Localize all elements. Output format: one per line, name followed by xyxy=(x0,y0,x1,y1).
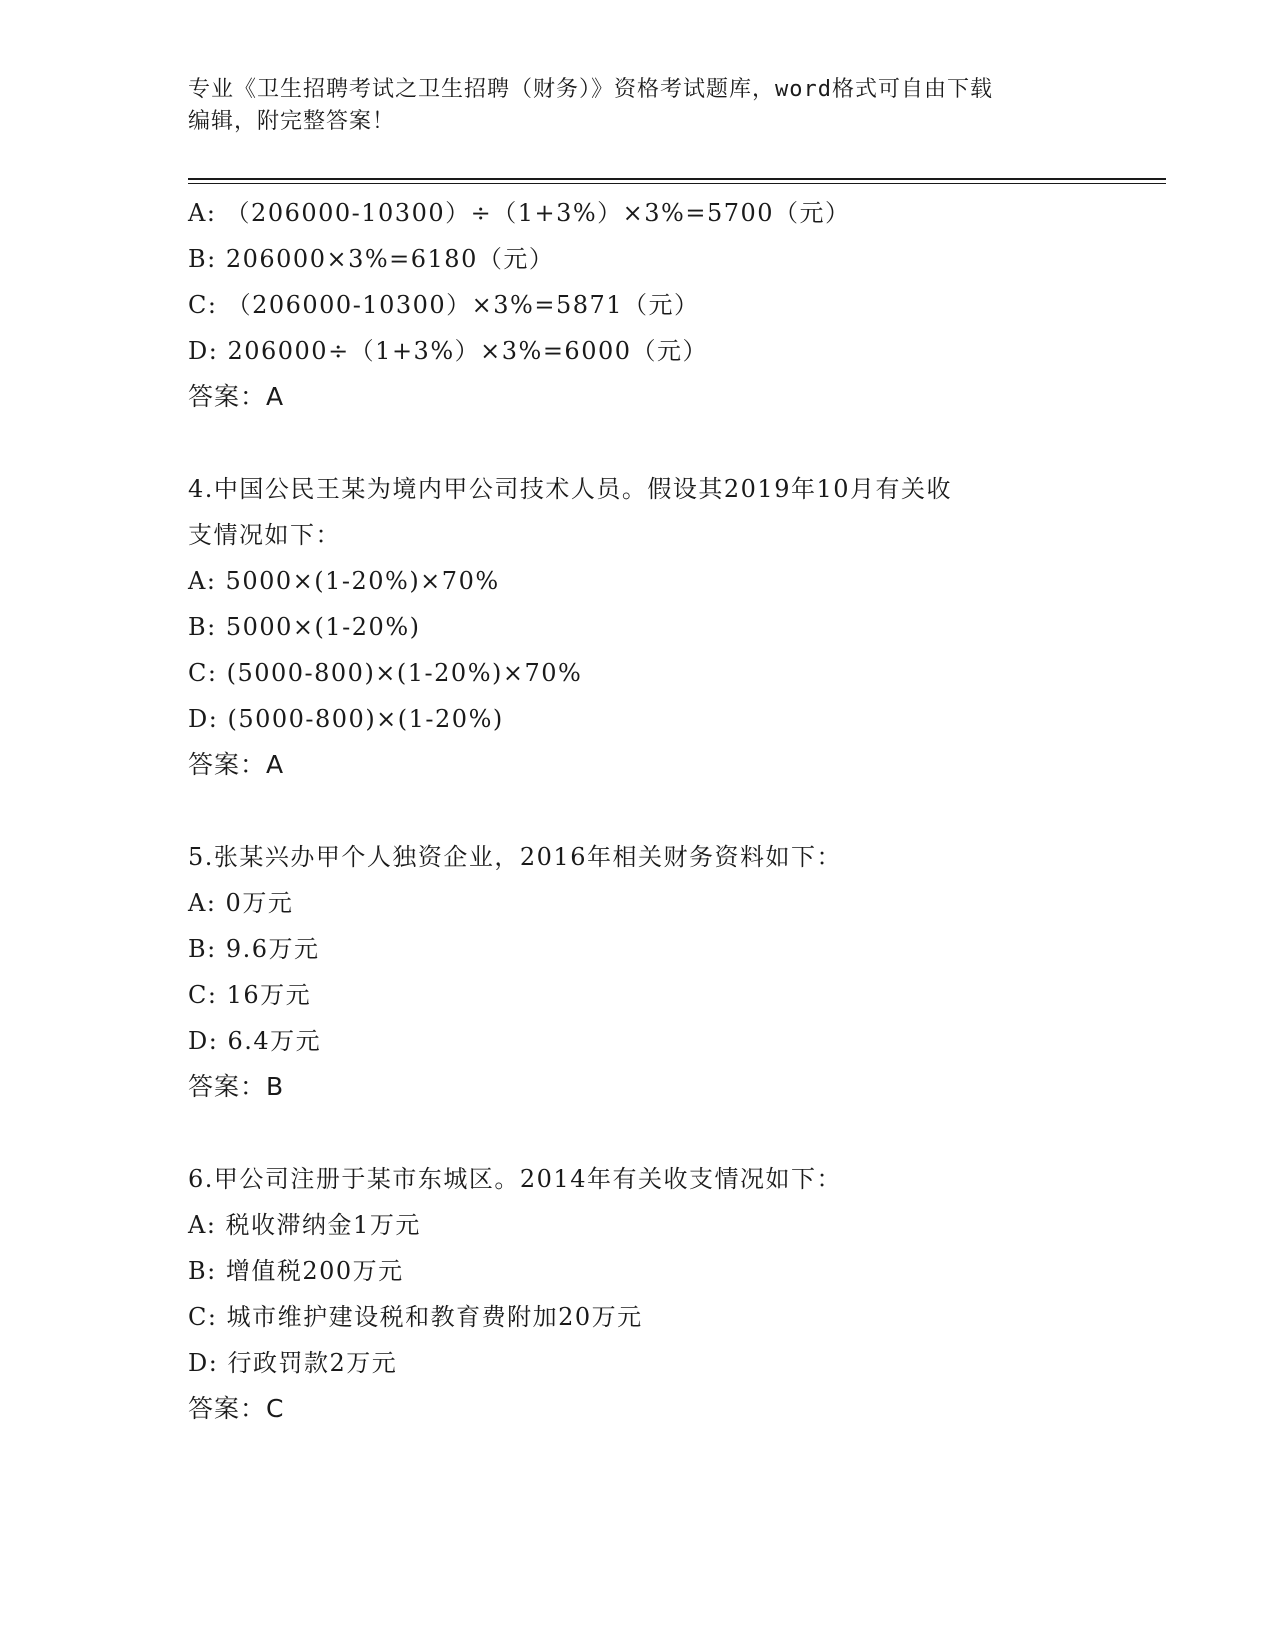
q4-option-c: C: (5000-800)×(1-20%)×70% xyxy=(188,659,583,687)
q4-answer: 答案：A xyxy=(188,750,285,779)
q5-answer: 答案：B xyxy=(188,1072,285,1101)
q6-option-c: C: 城市维护建设税和教育费附加20万元 xyxy=(188,1303,643,1331)
q4-option-a: A: 5000×(1-20%)×70% xyxy=(188,567,500,595)
question-4 xyxy=(188,466,1148,788)
q3-option-b: B: 206000×3%=6180（元） xyxy=(188,245,555,273)
q4-option-d: D: (5000-800)×(1-20%) xyxy=(188,705,504,733)
q6-stem: 6.甲公司注册于某市东城区。2014年有关收支情况如下： xyxy=(188,1165,842,1193)
q4-stem-line-2: 支情况如下： xyxy=(188,521,341,549)
q6-option-a: A: 税收滞纳金1万元 xyxy=(188,1211,421,1239)
question-list xyxy=(188,190,1148,1432)
spacer xyxy=(188,788,1148,834)
q5-option-b: B: 9.6万元 xyxy=(188,935,320,963)
document-header xyxy=(188,74,1088,138)
question-3 xyxy=(188,190,1148,420)
question-5 xyxy=(188,834,1148,1110)
q5-option-c: C: 16万元 xyxy=(188,981,312,1009)
q5-option-a: A: 0万元 xyxy=(188,889,294,917)
spacer xyxy=(188,420,1148,466)
header-line-2: 编辑，附完整答案！ xyxy=(188,109,396,134)
q5-stem: 5.张某兴办甲个人独资企业，2016年相关财务资料如下： xyxy=(188,843,842,871)
header-line-1: 专业《卫生招聘考试之卫生招聘（财务）》资格考试题库，word格式可自由下载 xyxy=(188,77,993,102)
q3-option-d: D: 206000÷（1+3%）×3%=6000（元） xyxy=(188,337,709,365)
q6-option-b: B: 增值税200万元 xyxy=(188,1257,404,1285)
q3-option-a: A: （206000-10300）÷（1+3%）×3%=5700（元） xyxy=(188,199,851,227)
q3-answer: 答案：A xyxy=(188,382,285,411)
header-rule-thick xyxy=(188,178,1166,180)
q4-stem-line-1: 4.中国公民王某为境内甲公司技术人员。假设其2019年10月有关收 xyxy=(188,475,953,503)
header-rule-thin xyxy=(188,183,1166,184)
q6-option-d: D: 行政罚款2万元 xyxy=(188,1349,398,1377)
q4-option-b: B: 5000×(1-20%) xyxy=(188,613,421,641)
question-6 xyxy=(188,1156,1148,1432)
spacer xyxy=(188,1110,1148,1156)
q6-answer: 答案：C xyxy=(188,1394,285,1423)
q3-option-c: C: （206000-10300）×3%=5871（元） xyxy=(188,291,700,319)
q5-option-d: D: 6.4万元 xyxy=(188,1027,322,1055)
